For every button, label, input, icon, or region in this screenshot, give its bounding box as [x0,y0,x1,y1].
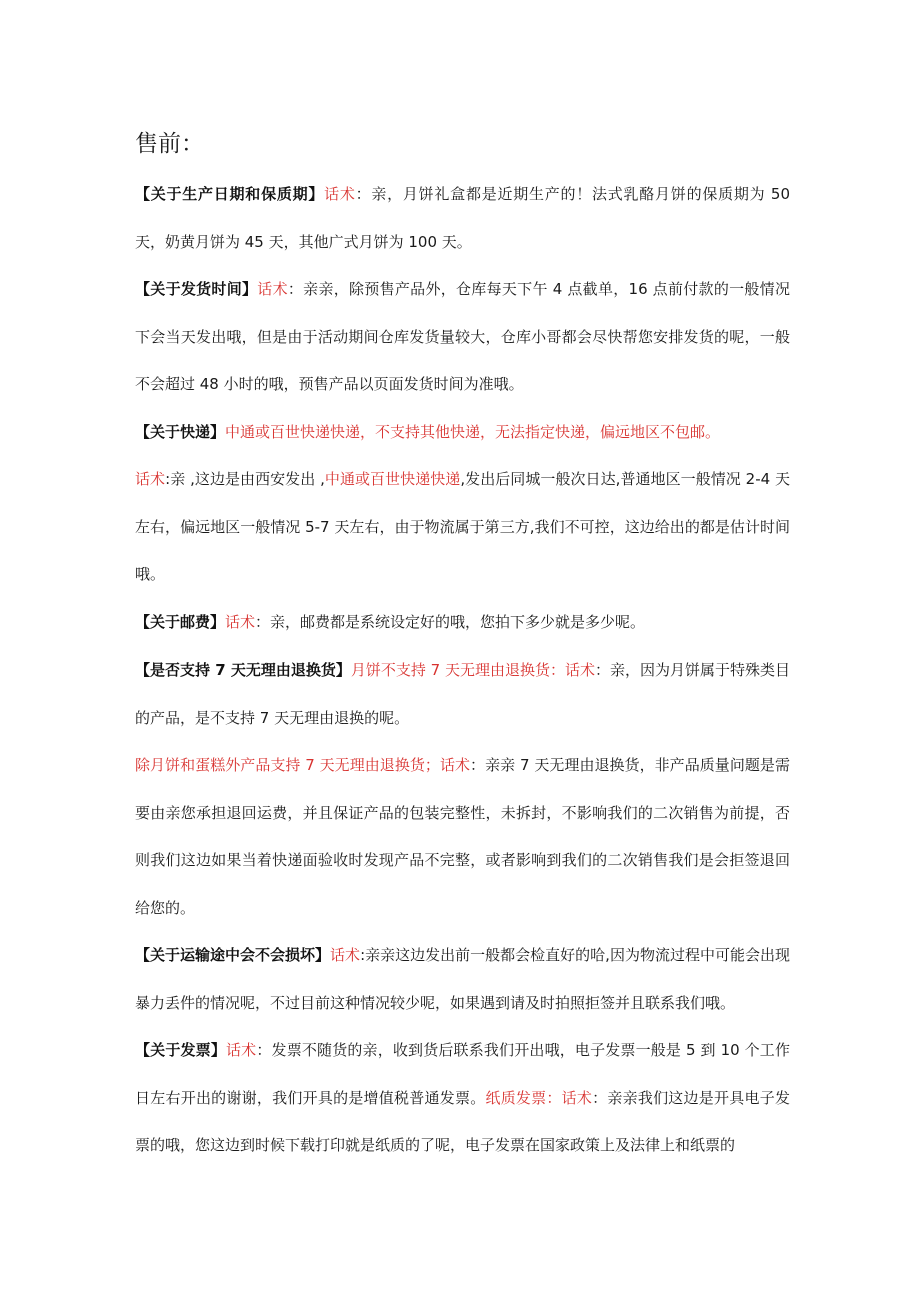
section-note: 除月饼和蛋糕外产品支持 7 天无理由退换货； [135,756,440,774]
section-note: 中通或百世快递快递，不支持其他快递，无法指定快递，偏远地区不包邮。 [225,423,721,441]
section-heading: 【关于快递】 [135,423,226,441]
section-body: ：亲，因为月饼属于特殊类目的产品，是不支持 7 天无理由退换的呢。 [135,661,791,727]
section-postage [135,599,790,647]
section-body: ：亲亲我们这边是开具电子发票的哦，您这边到时候下载打印就是纸质的了呢，电子发票在国家政策上及法律上和纸票的 [135,1088,790,1154]
section-body: :亲亲这边发出前一般都会检直好的哈,因为物流过程中可能会出现暴力丢件的情况呢，不过目前这种情况较少呢，如果遇到请及时拍照拒签并且联系我们哦。 [135,946,790,1012]
section-heading: 【关于生产日期和保质期】 [135,185,325,203]
script-label: 话术 [561,1088,593,1107]
script-label: 话术 [324,185,356,203]
script-label: 话术 [257,280,288,298]
section-shipping-time [135,266,790,409]
section-note: 纸质发票： [485,1088,562,1107]
section-body: ：发票不随货的亲，收到货后联系我们开出哦，电子发票一般是 5 到 10 个工作日左右开出的谢谢，我们开具的是增值税普通发票。 [135,1041,790,1107]
section-damage [135,932,790,1027]
script-label: 话术 [135,470,166,488]
page-title: 售前： [135,131,204,157]
section-returns-other [135,742,790,932]
section-heading: 【关于发票】 [135,1041,227,1059]
section-body: ：亲亲 7 天无理由退换货，非产品质量问题是需要由亲您承担退回运费，并且保证产品的包装完整性，未拆封，不影响我们的二次销售为前提，否则我们这边如果当着快递面验收时发现产品不完整，或者影响到我们的二次销售我们是会拒签退回给您的。 [135,756,790,917]
section-express-script [135,456,790,599]
section-invoice [135,1027,790,1170]
section-returns [135,647,790,742]
section-note: 月饼不支持 7 天无理由退换货： [350,661,565,679]
section-body: ,发出后同城一般次日达,普通地区一般情况 2-4 天左右，偏远地区一般情况 5-7 天左右，由于物流属于第三方,我们不可控，这边给出的都是估计时间哦。 [135,470,790,583]
script-label: 话术 [330,946,361,964]
courier-name: 中通或百世快递快递 [324,470,461,488]
section-express [135,409,790,457]
script-label: 话术 [564,661,595,679]
section-production [135,171,790,266]
section-heading: 【是否支持 7 天无理由退换货】 [135,661,351,679]
section-heading: 【关于发货时间】 [135,280,258,298]
section-body: ：亲，月饼礼盒都是近期生产的！法式乳酪月饼的保质期为 50 天，奶黄月饼为 45 天，其他广式月饼为 100 天。 [135,185,790,251]
section-body: :亲 ,这边是由西安发出 , [165,470,325,488]
section-body: ：亲亲，除预售产品外，仓库每天下午 4 点截单，16 点前付款的一般情况下会当天发出哦，但是由于活动期间仓库发货量较大，仓库小哥都会尽快帮您安排发货的呢，一般不会超过 48 小时的哦，预售产品以页面发货时间为准哦。 [135,280,790,393]
script-label: 话术 [439,756,471,774]
script-label: 话术 [226,1041,257,1059]
section-heading: 【关于运输途中会不会损坏】 [135,946,331,964]
script-label: 话术 [225,613,256,631]
section-body: ：亲，邮费都是系统设定好的哦，您拍下多少就是多少呢。 [255,613,646,631]
section-heading: 【关于邮费】 [135,613,226,631]
